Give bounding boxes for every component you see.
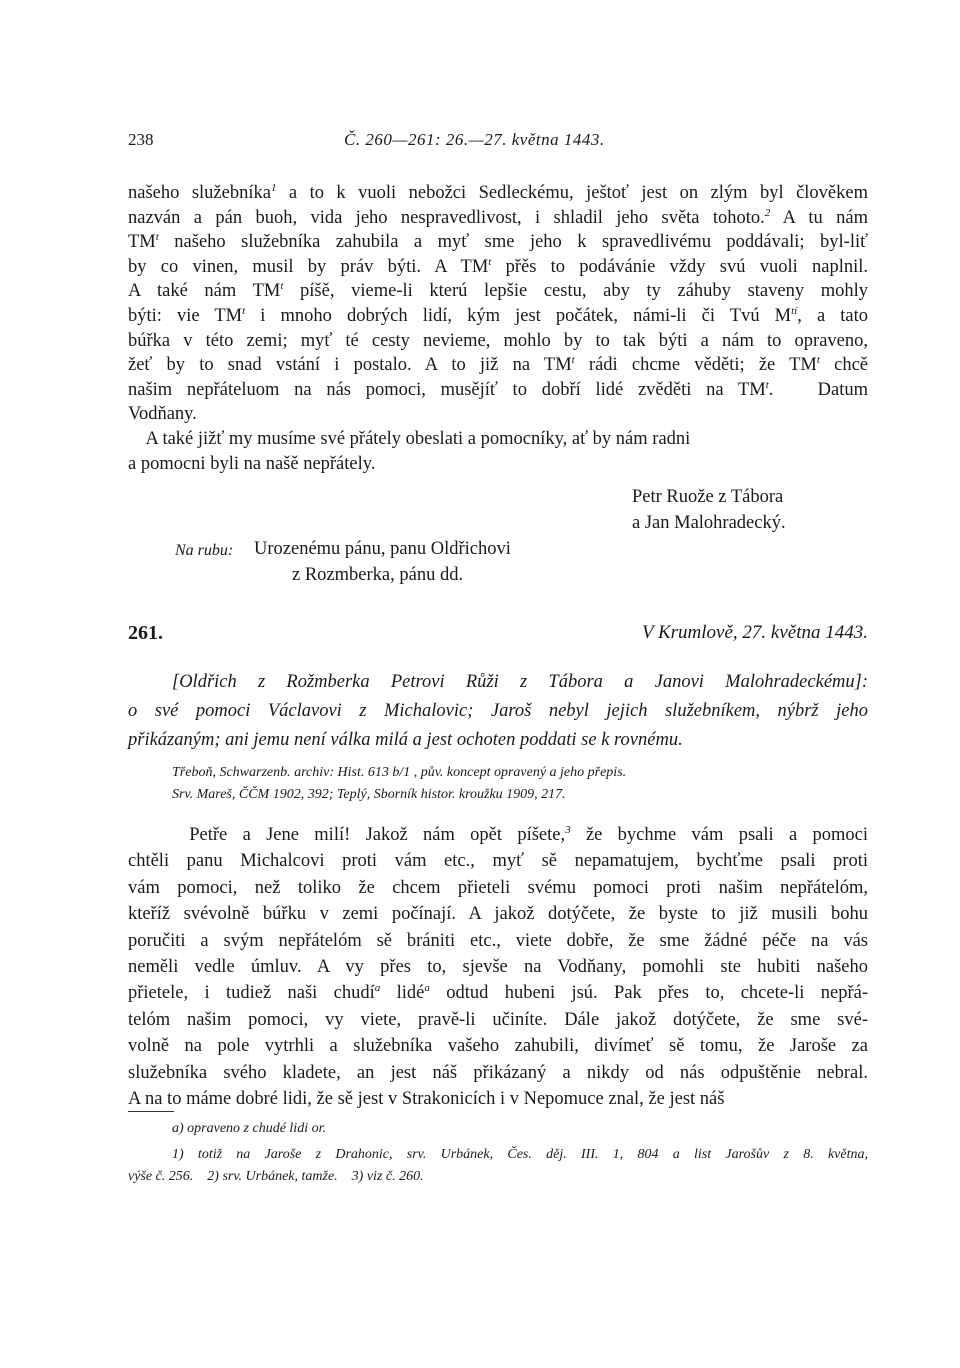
text-line [128, 278, 868, 304]
text-span: TM [128, 232, 156, 253]
address-line-1: Urozenému pánu, panu Oldřichovi [254, 539, 511, 559]
text-line [128, 205, 868, 231]
text-span: chcě [819, 355, 869, 376]
text-span: rádi chcme věděti; že TM [574, 355, 817, 376]
text-line [128, 451, 868, 477]
text-span: Vodňany. [128, 404, 197, 425]
text-span: búřka v této zemi; myť té cesty nevieme, mohlo by to tak býti a nám to opraveno, [128, 330, 868, 351]
text-line [128, 1033, 868, 1059]
running-head-title: Č. 260—261: 26.—27. května 1443. [344, 130, 605, 149]
text-span: odtud hubeni jsú. Pak přes to, chcete-li nepřá- [429, 983, 868, 1004]
text-span: a to k vuoli nebožci Sedleckému, ještoť jest on zlým byl člověkem [276, 183, 868, 203]
superscript: t [571, 354, 575, 367]
text-span: služebníka svého kladete, an jest náš přikázaný a nikdy od nás odpuštěnie nebral. [128, 1062, 868, 1083]
text-span: A také jižť my musíme své přátely obeslati a pomocníky, ať by nám radni [128, 429, 691, 449]
text-span: vám pomoci, než toliko že chcem přieteli svému pomoci proti našim nepřátelóm, [128, 877, 868, 898]
superscript: t [816, 354, 820, 367]
superscript: a [424, 982, 430, 995]
footnote-line-2: výše č. 256. 2) srv. Urbánek, tamže. 3) viz č. 260. [128, 1169, 424, 1184]
text-line [128, 1060, 868, 1086]
text-span: telóm našim pomoci, vy viete, pravě-li učiníte. Dále jakož dotýčete, že sme své- [128, 1009, 868, 1030]
text-line [128, 328, 868, 354]
text-span: našeho služebníka [128, 183, 271, 203]
address-label: Na rubu: [175, 542, 234, 559]
text-span: . Datum [768, 379, 868, 400]
page-number: 238 [128, 130, 154, 149]
superscript: t [280, 280, 284, 293]
regest-line-1: [Oldřich z Rožmberka Petrovi Růži z Tábora a Janovi Malohradeckému]: [172, 672, 868, 692]
text-line [128, 980, 868, 1006]
signature-line-1: Petr Ruože z Tábora [632, 487, 784, 507]
text-line [128, 352, 868, 378]
superscript: t [488, 255, 492, 268]
text-span: chtěli panu Michalcovi proti vám etc., myť sě nepamatujem, bychťme psali proti [128, 851, 868, 872]
footnote-line-1: 1) totiž na Jaroše z Drahonic, srv. Urbánek, Čes. děj. III. 1, 804 a list Jarošův z 8. května, [172, 1147, 868, 1162]
source-line-1: Třeboň, Schwarzenb. archiv: Hist. 613 b/1 , pův. koncept opravený a jeho přepis. [172, 765, 627, 780]
text-line [128, 1086, 868, 1112]
superscript: 1 [270, 181, 277, 194]
text-line [128, 928, 868, 954]
text-line [128, 377, 868, 403]
address-line-2: z Rozmberka, pánu dd. [292, 565, 464, 585]
text-span: nazván a pán buoh, vida jeho nespravedlivost, i shladil jeho světa tohoto. [128, 207, 765, 228]
text-span: i mnoho dobrých lidí, kým jest počátek, námi-li či Tvú M [245, 306, 792, 326]
regest-line-3: přikázaným; ani jemu není válka milá a jest ochoten poddati se k rovnému. [128, 730, 683, 750]
footnote-rule [128, 1111, 174, 1112]
text-span: píšě, vieme-li kterú lepšie cestu, aby ty záhuby staveny mohly [283, 281, 868, 302]
document-place-date: V Krumlově, 27. května 1443. [641, 622, 868, 643]
text-span: by co vinen, musil by práv býti. A TM [128, 256, 489, 277]
superscript: t [155, 231, 159, 244]
text-span: a pomocni byli na našě nepřátely. [128, 453, 376, 474]
text-span: A také nám TM [128, 281, 281, 302]
superscript: t [765, 378, 769, 391]
superscript: 3 [565, 823, 571, 836]
text-line [128, 229, 868, 255]
text-span: našim nepřáteluom na nás pomoci, musějíť to dobří lidé zvěděti na TM [128, 379, 766, 400]
source-line-2: Srv. Mareš, ČČM 1902, 392; Teplý, Sborník histor. kroužku 1909, 217. [172, 787, 566, 802]
text-span: přěs to podávánie vždy svú vuoli naplnil. [491, 256, 868, 277]
text-line [128, 875, 868, 901]
text-span: býti: vie TM [128, 306, 243, 326]
superscript: t [242, 304, 246, 317]
text-span: poručiti a svým nepřátelóm sě brániti etc., viete dobře, že sme žádné péče na vás [128, 930, 868, 951]
text-line [128, 426, 868, 452]
text-line [128, 822, 868, 848]
text-line [128, 254, 868, 280]
text-span: kteříž svévolně búřku v zemi počínají. A jakož dotýčete, že byste to již musili bohu [128, 904, 868, 925]
text-span: A tu nám [770, 207, 868, 228]
text-line [128, 180, 868, 206]
text-line [128, 303, 868, 329]
text-span: že bychme vám psali a pomoci [570, 825, 868, 845]
text-span: žeť by to snad vstání i postalo. A to již na TM [128, 355, 572, 376]
superscript: 2 [764, 206, 771, 219]
text-line [128, 954, 868, 980]
document-number: 261. [128, 622, 163, 644]
signature-line-2: a Jan Malohradecký. [632, 513, 786, 533]
text-span: přietele, i tudiež naši chudí [128, 983, 375, 1004]
text-line [128, 401, 868, 427]
text-span: neměli vedle úmluv. A vy přes to, sjevše na Vodňany, pomohli ste hubiti našeho [128, 957, 868, 977]
critical-footnote: a) opraveno z chudé lidi or. [172, 1121, 326, 1136]
text-line [128, 848, 868, 874]
text-span: , a tato [797, 306, 869, 326]
text-span: A na to máme dobré lidi, že sě jest v Strakonicích i v Nepomuce znal, že jest náš [128, 1089, 725, 1109]
text-span: volně na pole vytrhli a služebníka vašeho zahubili, divímeť sě tomu, že Jaroše za [128, 1036, 868, 1057]
superscript: a [374, 982, 381, 995]
text-span: lidé [380, 983, 425, 1004]
running-head [128, 130, 868, 154]
superscript: tí [791, 304, 798, 317]
text-line [128, 1007, 868, 1033]
text-span: Petře a Jene milí! Jakož nám opět píšete, [128, 825, 566, 845]
text-line [128, 901, 868, 927]
text-span: našeho služebníka zahubila a myť sme jeho k spravedlivému poddávali; byl-liť [158, 232, 868, 253]
regest-line-2: o své pomoci Václavovi z Michalovic; Jaroš nebyl jejich služebníkem, nýbrž jeho [128, 701, 868, 721]
